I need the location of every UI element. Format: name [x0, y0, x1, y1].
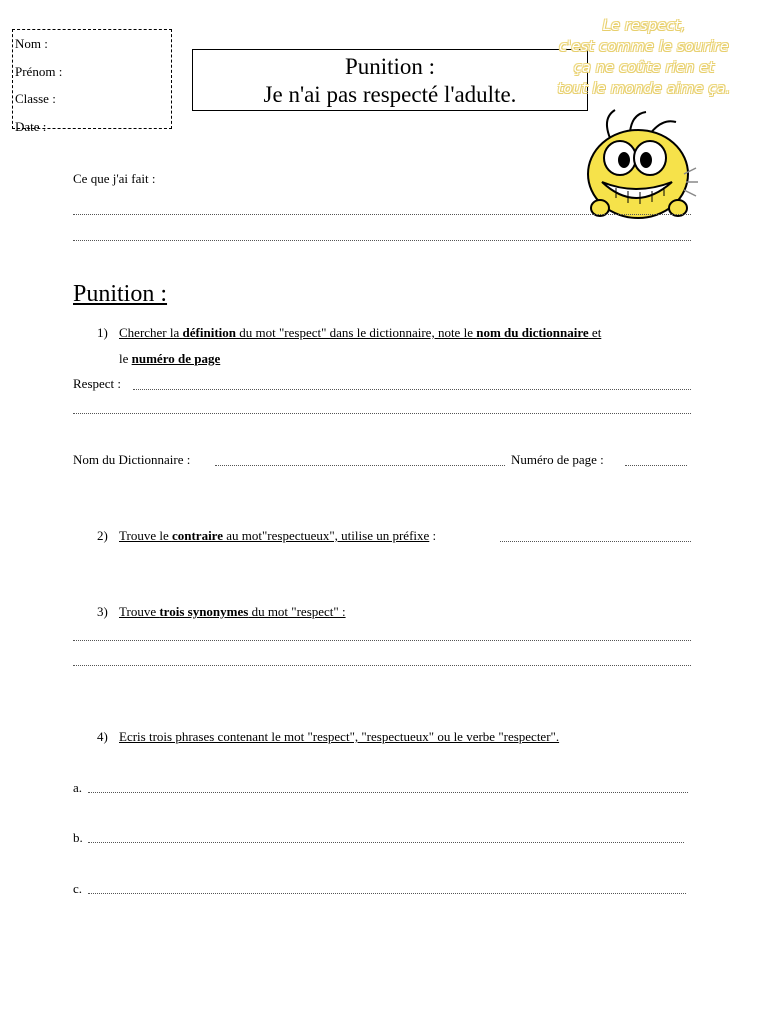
quote-line-2: c'est comme le sourire	[559, 39, 729, 55]
respect-quote	[528, 16, 760, 100]
answer-line[interactable]	[73, 665, 691, 666]
punition-heading: Punition :	[73, 281, 168, 307]
dictionnaire-label: Nom du Dictionnaire :	[73, 452, 191, 467]
title-line-2: Je n'ai pas respecté l'adulte.	[263, 82, 517, 107]
respect-answer-line[interactable]	[133, 389, 691, 390]
date-label: Date :	[15, 118, 47, 134]
quote-line-4: tout le monde aime ça.	[557, 81, 731, 97]
answer-line[interactable]	[73, 640, 691, 641]
answer-b-line[interactable]	[88, 842, 684, 843]
respect-label: Respect :	[73, 376, 122, 391]
answer-c-label: c.	[73, 881, 83, 896]
prenom-label: Prénom :	[15, 63, 63, 79]
answer-line[interactable]	[73, 413, 691, 414]
answer-c-line[interactable]	[88, 893, 686, 894]
page-label: Numéro de page :	[511, 452, 604, 467]
smiling-face-icon	[580, 108, 700, 222]
question-1-line-1: Chercher la définition du mot "respect" dans le dictionnaire, note le nom du dictionnaire et	[119, 325, 602, 340]
question-3-number: 3)	[97, 604, 108, 619]
contraire-answer-line[interactable]	[500, 541, 691, 542]
answer-line[interactable]	[73, 214, 691, 215]
classe-label: Classe :	[15, 91, 56, 106]
question-4-number: 4)	[97, 729, 108, 744]
question-1-number: 1)	[97, 325, 108, 340]
answer-a-line[interactable]	[88, 792, 688, 793]
quote-line-1: Le respect,	[602, 18, 686, 34]
answer-line[interactable]	[73, 240, 691, 241]
question-4-text: Ecris trois phrases contenant le mot "respect", "respectueux" ou le verbe "respecter".	[119, 729, 560, 744]
nom-label: Nom :	[15, 36, 48, 51]
title-line-1: Punition :	[344, 54, 436, 79]
question-2-number: 2)	[97, 528, 108, 543]
quote-line-3: ça ne coûte rien et	[573, 60, 715, 76]
answer-a-label: a.	[73, 780, 83, 795]
question-3-text: Trouve trois synonymes du mot "respect" :	[119, 604, 346, 619]
ce-que-label: Ce que j'ai fait :	[73, 171, 156, 186]
page-answer-line[interactable]	[625, 465, 687, 466]
question-2-text: Trouve le contraire au mot"respectueux", utilise un préfixe :	[119, 528, 437, 543]
dictionnaire-answer-line[interactable]	[215, 465, 505, 466]
question-1-line-2: le numéro de page	[119, 351, 221, 366]
answer-b-label: b.	[73, 830, 83, 845]
identification-box	[12, 29, 172, 134]
